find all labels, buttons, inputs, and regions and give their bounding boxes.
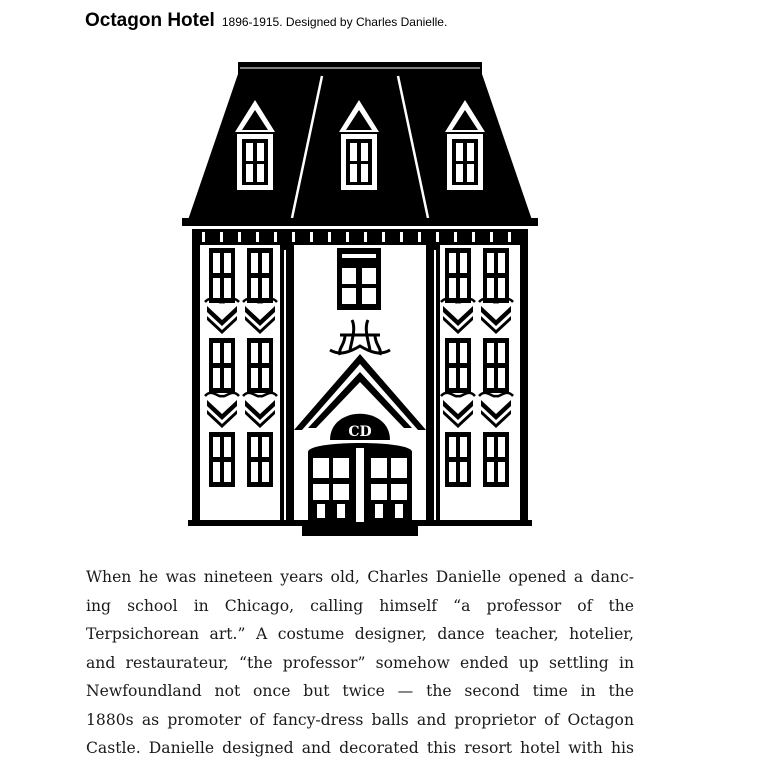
text-line: When he was nineteen years old, Charles Danielle opened a danc- — [86, 568, 634, 586]
left-wing-windows — [205, 248, 277, 487]
monogram: CD — [348, 424, 372, 440]
text-line: and restaurateur, “the professor” somehow ended up settling in — [86, 653, 634, 672]
text-line: Castle. Danielle designed and decorated this resort hotel with his — [86, 739, 634, 757]
text-line: 1880s as promoter of fancy-dress balls and proprietor of Octagon — [86, 710, 634, 729]
octagon-hotel-illustration — [180, 60, 540, 538]
building-caption: 1896-1915. Designed by Charles Danielle. — [221, 15, 448, 29]
center-upper-window — [337, 248, 381, 310]
body-paragraph — [86, 563, 634, 763]
right-wing-windows — [441, 248, 513, 487]
text-line: ing school in Chicago, calling himself “a professor of the — [86, 596, 634, 615]
text-line: Terpsichorean art.” A costume designer, dance teacher, hotelier, — [86, 625, 634, 643]
text-line: Newfoundland not once but twice — the second time in the — [86, 682, 634, 700]
entrance-steps — [302, 522, 418, 536]
entrance-doors — [308, 443, 412, 522]
entrance-arch — [330, 414, 390, 440]
center-ornament — [330, 320, 390, 355]
cornice — [182, 218, 538, 245]
building-title: Octagon Hotel — [85, 10, 215, 31]
page-heading — [85, 10, 447, 32]
